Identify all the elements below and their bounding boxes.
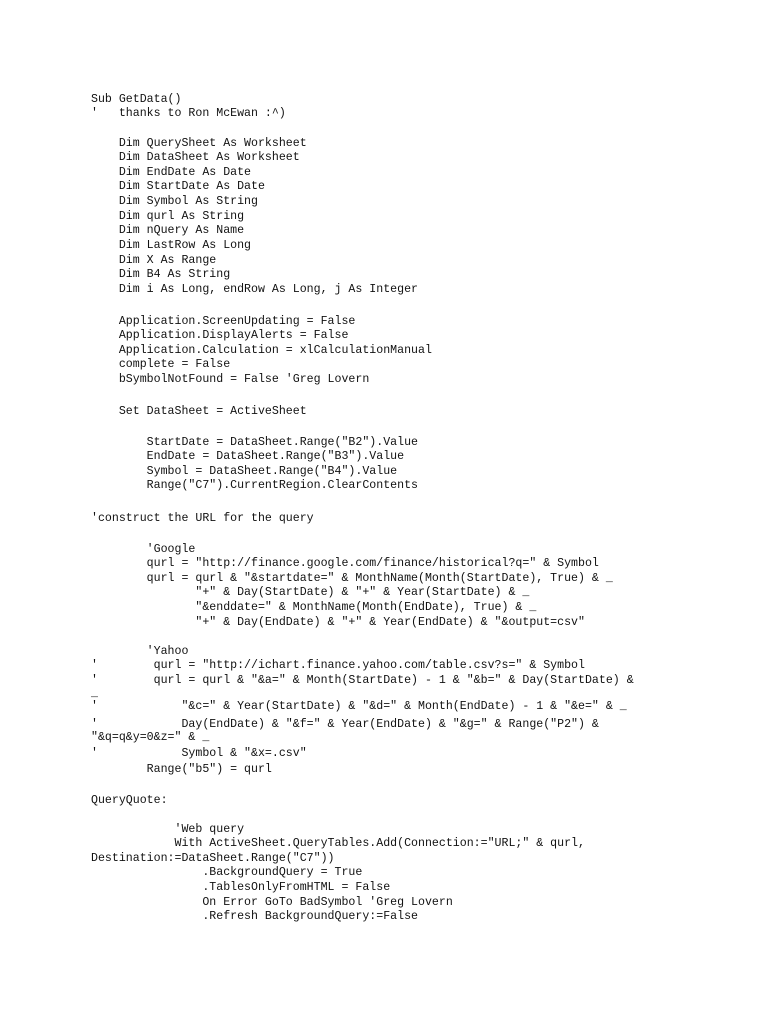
- code-line: Dim X As Range: [91, 254, 217, 267]
- code-line: Sub GetData(): [91, 93, 182, 106]
- code-line: "+" & Day(StartDate) & "+" & Year(StartDate) & _: [91, 586, 530, 599]
- code-line: Dim i As Long, endRow As Long, j As Integer: [91, 283, 418, 296]
- code-line: "&enddate=" & MonthName(Month(EndDate), True) & _: [91, 601, 537, 614]
- code-line: _: [91, 687, 98, 700]
- code-line: With ActiveSheet.QueryTables.Add(Connection:="URL;" & qurl,: [91, 837, 585, 850]
- code-line: Dim DataSheet As Worksheet: [91, 151, 300, 164]
- code-line: Dim qurl As String: [91, 210, 245, 223]
- code-line: 'Yahoo: [91, 645, 189, 658]
- code-line: bSymbolNotFound = False 'Greg Lovern: [91, 373, 370, 386]
- code-line: 'Google: [91, 543, 196, 556]
- code-line: Application.DisplayAlerts = False: [91, 329, 349, 342]
- code-line: Application.ScreenUpdating = False: [91, 315, 356, 328]
- code-line: qurl = "http://finance.google.com/finance/historical?q=" & Symbol: [91, 557, 599, 570]
- code-line: .TablesOnlyFromHTML = False: [91, 881, 391, 894]
- code-line: ' "&c=" & Year(StartDate) & "&d=" & Month(EndDate) - 1 & "&e=" & _: [91, 700, 627, 713]
- code-line: ' Symbol & "&x=.csv": [91, 747, 307, 760]
- code-line: Set DataSheet = ActiveSheet: [91, 405, 307, 418]
- code-line: Symbol = DataSheet.Range("B4").Value: [91, 465, 398, 478]
- code-line: EndDate = DataSheet.Range("B3").Value: [91, 450, 405, 463]
- code-line: ' qurl = qurl & "&a=" & Month(StartDate) - 1 & "&b=" & Day(StartDate) &: [91, 674, 634, 687]
- code-line: Range("b5") = qurl: [91, 763, 272, 776]
- code-line: Dim EndDate As Date: [91, 166, 252, 179]
- code-line: qurl = qurl & "&startdate=" & MonthName(Month(StartDate), True) & _: [91, 572, 613, 585]
- code-line: ' qurl = "http://ichart.finance.yahoo.com/table.csv?s=" & Symbol: [91, 659, 585, 672]
- code-line: Dim QuerySheet As Worksheet: [91, 137, 307, 150]
- code-label: QueryQuote:: [91, 794, 168, 807]
- code-line: Application.Calculation = xlCalculationManual: [91, 344, 432, 357]
- code-line: Dim nQuery As Name: [91, 224, 245, 237]
- code-comment: 'construct the URL for the query: [91, 512, 314, 525]
- code-line: StartDate = DataSheet.Range("B2").Value: [91, 436, 418, 449]
- code-line: complete = False: [91, 358, 231, 371]
- code-line: On Error GoTo BadSymbol 'Greg Lovern: [91, 896, 453, 909]
- code-line: 'Web query: [91, 823, 245, 836]
- code-line: Dim StartDate As Date: [91, 180, 265, 193]
- code-line: Dim B4 As String: [91, 268, 231, 281]
- code-line: Range("C7").CurrentRegion.ClearContents: [91, 479, 418, 492]
- code-line: .Refresh BackgroundQuery:=False: [91, 910, 418, 923]
- code-line: "&q=q&y=0&z=" & _: [91, 731, 210, 744]
- code-line: ' thanks to Ron McEwan :^): [91, 107, 286, 120]
- code-line: "+" & Day(EndDate) & "+" & Year(EndDate) & "&output=csv": [91, 616, 585, 629]
- code-line: Destination:=DataSheet.Range("C7")): [91, 852, 335, 865]
- code-line: Dim LastRow As Long: [91, 239, 252, 252]
- code-line: .BackgroundQuery = True: [91, 866, 363, 879]
- code-line: Dim Symbol As String: [91, 195, 258, 208]
- code-line: ' Day(EndDate) & "&f=" & Year(EndDate) & "&g=" & Range("P2") &: [91, 718, 599, 731]
